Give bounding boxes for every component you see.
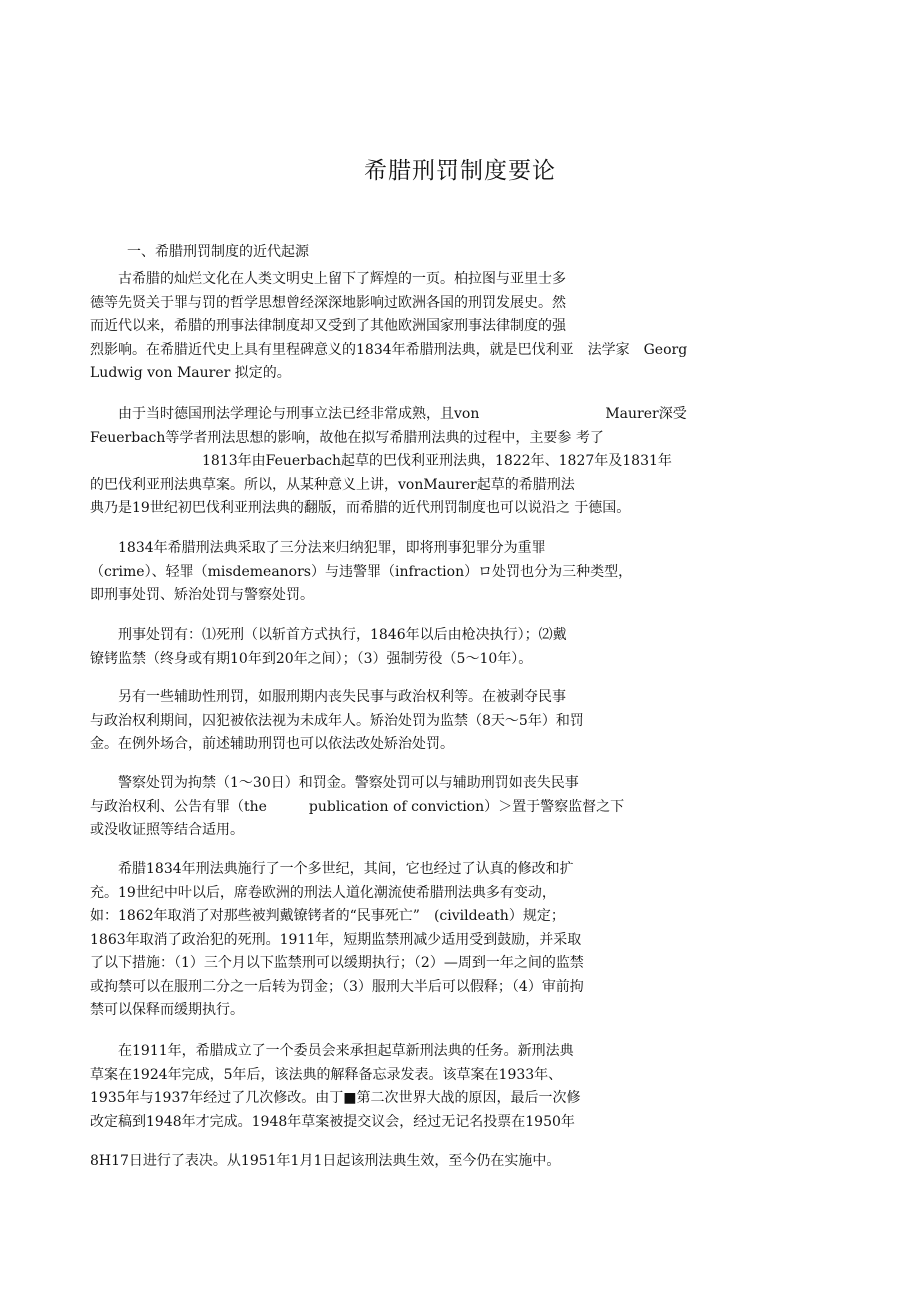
paragraph-line: 刑事处罚有：⑴死刑（以斩首方式执行，1846年以后由枪决执行）；⑵戴 <box>90 627 567 643</box>
paragraph-line: 另有一些辅助性刑罚，如服刑期内丧失民事与政治权利等。在被剥夺民事 <box>90 689 566 705</box>
paragraph-9 <box>90 1150 740 1174</box>
paragraph-line: Feuerbach等学者刑法思想的影响，故他在拟写希腊刑法典的过程中，主要参 考了 <box>90 429 604 446</box>
paragraph-line: 改定稿到1948年才完成。1948年草案被提交议会，经过无记名投票在1950年 <box>90 1113 575 1130</box>
paragraph-line: 警察处罚为拘禁（1～30日）和罚金。警察处罚可以与辅助刑罚如丧失民事 <box>90 775 579 791</box>
paragraph-line: 如：1862年取消了对那些被判戴镣铐者的“民事死亡” (civildeath）规定； <box>90 908 565 924</box>
paragraph-line: 德等先贤关于罪与罚的哲学思想曾经深深地影响过欧洲各国的刑罚发展史。然 <box>90 294 566 311</box>
paragraph-line: 禁可以保释而缓期执行。 <box>90 1002 244 1018</box>
paragraph-line: 古希腊的灿烂文化在人类文明史上留下了辉煌的一页。柏拉图与亚里士多 <box>90 271 566 287</box>
paragraph-line: 1834年希腊刑法典采取了三分法来归纳犯罪，即将刑事犯罪分为重罪 <box>90 540 546 556</box>
paragraph-line: 与政治权利、公告有罪（the publication of conviction）＞置于警察监督之下 <box>90 798 625 815</box>
paragraph-line: 希腊1834年刑法典施行了一个多世纪，其间，它也经过了认真的修改和扩 <box>90 861 574 877</box>
paragraph-2 <box>90 403 740 521</box>
document-title: 希腊刑罚制度要论 <box>364 158 556 184</box>
paragraph-4 <box>90 624 740 671</box>
paragraph-1 <box>90 268 740 386</box>
paragraph-line: 或没收证照等结合适用。 <box>90 822 244 838</box>
paragraph-line: 了以下措施：（1）三个月以下监禁刑可以缓期执行；（2）—周到一年之间的监禁 <box>90 955 584 971</box>
paragraph-6 <box>90 772 740 843</box>
paragraph-line: 典乃是19世纪初巴伐利亚刑法典的翻版，而希腊的近代刑罚制度也可以说沿之 于德国。 <box>90 500 631 516</box>
paragraph-3 <box>90 537 740 608</box>
paragraph-line: 8H17日进行了表决。从1951年1月1日起该刑法典生效，至今仍在实施中。 <box>90 1153 561 1169</box>
paragraph-line: 1935年与1937年经过了几次修改。由丁■第二次世界大战的原因，最后一次修 <box>90 1090 581 1106</box>
paragraph-line: 草案在1924年完成，5年后，该法典的解释备忘录发表。该草案在1933年、 <box>90 1066 563 1083</box>
paragraph-line: 而近代以来，希腊的刑事法律制度却又受到了其他欧洲国家刑事法律制度的强 <box>90 318 566 334</box>
paragraph-line: Ludwig von Maurer 拟定的。 <box>90 365 291 381</box>
paragraph-line: 或拘禁可以在服刑二分之一后转为罚金；（3）服刑大半后可以假释；（4）审前拘 <box>90 978 584 995</box>
section-heading: 一、希腊刑罚制度的近代起源 <box>127 244 309 260</box>
paragraph-line: 即刑事处罚、矫治处罚与警察处罚。 <box>90 587 314 603</box>
paragraph-line: 由于当时德国刑法学理论与刑事立法已经非常成熟，且von Maurer深受 <box>90 406 687 422</box>
paragraph-line: （crime）、轻罪（misdemeanors）与违警罪（infraction）ロ处罚也分为三种类型， <box>90 563 633 580</box>
paragraph-line: 镣铐监禁（终身或有期10年到20年之间）；（3）强制劳役（5～10年）。 <box>90 650 533 667</box>
paragraph-5 <box>90 686 740 757</box>
paragraph-line: 的巴伐利亚刑法典草案。所以，从某种意义上讲，vonMaurer起草的希腊刑法 <box>90 476 575 493</box>
paragraph-line: 与政治权利期间，囚犯被依法视为未成年人。矫治处罚为监禁（8天～5年）和罚 <box>90 712 584 729</box>
paragraph-line: 1813年由Feuerbach起草的巴伐利亚刑法典，1822年、1827年及1831年 <box>90 453 672 469</box>
paragraph-line: 充。19世纪中叶以后，席卷欧洲的刑法人道化潮流使希腊刑法典多有变动， <box>90 884 556 901</box>
paragraph-line: 1863年取消了政治犯的死刑。1911年，短期监禁刑减少适用受到鼓励，并采取 <box>90 931 582 948</box>
paragraph-8 <box>90 1040 740 1134</box>
paragraph-line: 在1911年，希腊成立了一个委员会来承担起草新刑法典的任务。新刑法典 <box>90 1043 574 1059</box>
paragraph-line: 烈影响。在希腊近代史上具有里程碑意义的1834年希腊刑法典，就是巴伐利亚 法学家 Georg <box>90 341 688 358</box>
paragraph-7 <box>90 858 740 1023</box>
paragraph-line: 金。在例外场合，前述辅助刑罚也可以依法改处矫治处罚。 <box>90 736 454 752</box>
